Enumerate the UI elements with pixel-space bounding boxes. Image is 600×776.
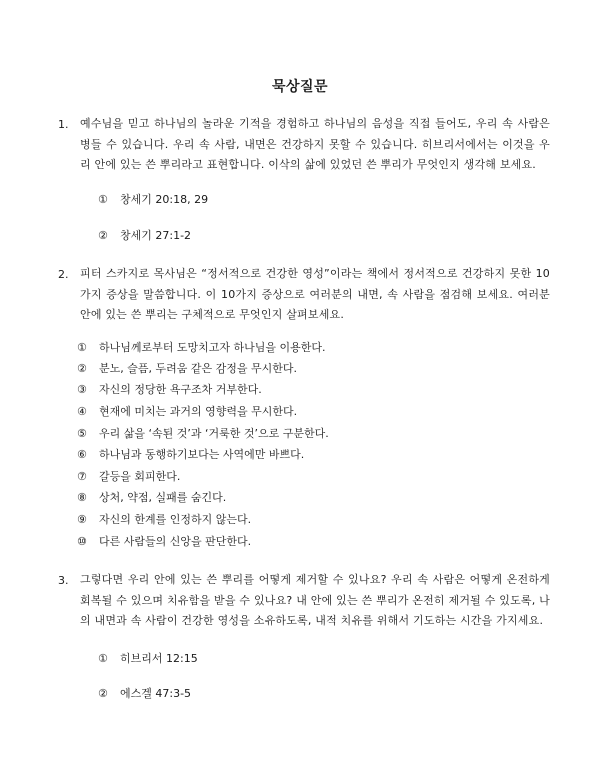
item-label: 현재에 미치는 과거의 영향력을 무시한다.: [99, 405, 298, 418]
question-2-item-8: [77, 491, 226, 505]
question-3-number: 3.: [58, 574, 69, 587]
item-marker: ①: [77, 341, 87, 354]
item-marker: ①: [98, 652, 108, 665]
item-marker: ⑩: [77, 535, 87, 548]
question-2-item-6: [77, 448, 304, 462]
item-label: 창세기 20:18, 29: [120, 193, 209, 206]
item-label: 하나님과 동행하기보다는 사역에만 바쁘다.: [99, 448, 305, 461]
question-3-text: 그렇다면 우리 안에 있는 쓴 뿌리를 어떻게 제거할 수 있나요? 우리 속 사람은 어떻게 온전하게 회복될 수 있으며 치유함을 받을 수 있나요? 내 안에 있는 쓴 뿌리가 온전히 제거될 수 있도록, 나의 내면과 속 사람이 건강한 영성을 소유하도록, 내적 치유를 위해서 기도하는 시간을 가지세요.: [80, 573, 550, 627]
question-2-text: 피터 스카지로 목사님은 “정서적으로 건강한 영성”이라는 책에서 정서적으로 건강하지 못한 10가지 증상을 말씀합니다. 이 10가지 증상으로 여러분의 내면, 속 사람을 점검해 보세요. 여러분 안에 있는 쓴 뿌리는 구체적으로 무엇인지 살펴보세요.: [80, 267, 550, 321]
item-marker: ⑤: [77, 427, 87, 440]
item-label: 분노, 슬픔, 두려움 같은 감정을 무시한다.: [99, 362, 297, 375]
item-label: 다른 사람들의 신앙을 판단한다.: [99, 535, 252, 548]
item-label: 자신의 한계를 인정하지 않는다.: [99, 513, 252, 526]
item-marker: ⑦: [77, 470, 87, 483]
question-1-item-1: [98, 193, 208, 207]
question-2-item-1: [77, 341, 326, 355]
question-1-number: 1.: [58, 118, 69, 131]
question-3-item-1: [98, 652, 198, 666]
page-title: 묵상질문: [271, 79, 329, 95]
item-marker: ④: [77, 405, 87, 418]
item-label: 히브리서 12:15: [120, 652, 198, 665]
question-1-item-2: [98, 229, 191, 243]
question-2-item-10: [77, 535, 251, 549]
item-marker: ②: [98, 687, 108, 700]
item-marker: ②: [77, 362, 87, 375]
item-label: 자신의 정당한 욕구조차 거부한다.: [99, 383, 262, 396]
item-marker: ③: [77, 383, 87, 396]
item-marker: ⑥: [77, 448, 87, 461]
item-label: 우리 삶을 ‘속된 것’과 ‘거룩한 것’으로 구분한다.: [99, 427, 329, 440]
item-label: 창세기 27:1-2: [120, 229, 192, 242]
question-2-item-7: [77, 470, 180, 484]
item-label: 에스겔 47:3-5: [120, 687, 192, 700]
question-2-number: 2.: [58, 268, 69, 281]
question-2-item-9: [77, 513, 251, 527]
item-marker: ②: [98, 229, 108, 242]
item-marker: ⑨: [77, 513, 87, 526]
question-2-item-3: [77, 383, 262, 397]
question-2-item-2: [77, 362, 297, 376]
item-label: 갈등을 회피한다.: [99, 470, 181, 483]
question-2-item-4: [77, 405, 297, 419]
item-marker: ①: [98, 193, 108, 206]
question-1-text: 예수님을 믿고 하나님의 놀라운 기적을 경험하고 하나님의 음성을 직접 들어도, 우리 속 사람은 병들 수 있습니다. 우리 속 사람, 내면은 건강하지 못할 수 있습니다. 히브리서에서는 이것을 우리 안에 있는 쓴 뿌리라고 표현합니다. 이삭의 삶에 있었던 쓴 뿌리가 무엇인지 생각해 보세요.: [80, 117, 550, 171]
item-label: 상처, 약점, 실패를 숨긴다.: [99, 491, 227, 504]
item-label: 하나님께로부터 도망치고자 하나님을 이용한다.: [99, 341, 326, 354]
question-2-item-5: [77, 427, 329, 441]
question-3-item-2: [98, 687, 191, 701]
item-marker: ⑧: [77, 491, 87, 504]
